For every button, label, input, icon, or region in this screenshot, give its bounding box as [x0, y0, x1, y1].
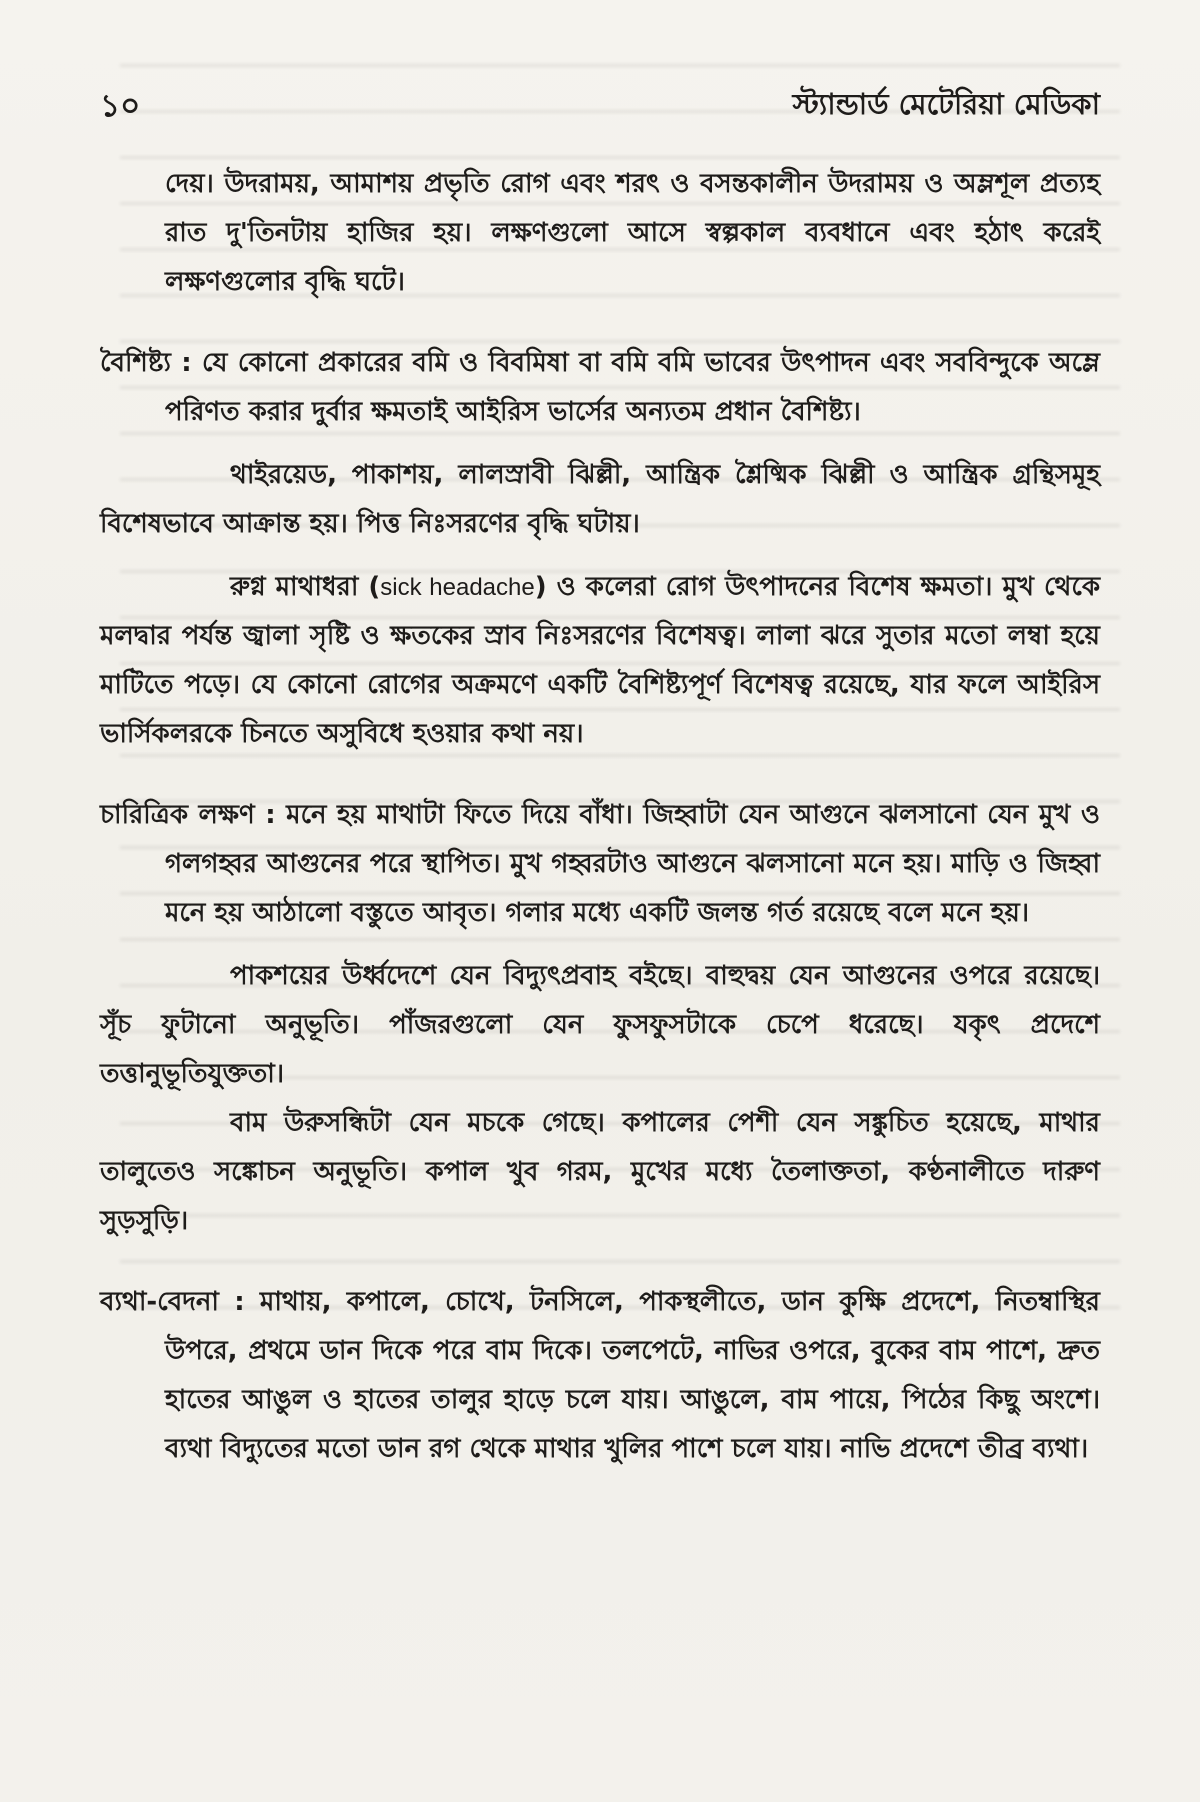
sick-headache-rest: ) ও কলেরা রোগ উৎপাদনের বিশেষ ক্ষমতা। মুখ থেকে মলদ্বার পর্যন্ত জ্বালা সৃষ্টি ও ক্ষতকের স্রাব নিঃসরণের বিশেষত্ব। লালা ঝরে সুতার মতো লম্বা হয়ে মাটিতে পড়ে। যে কোনো রোগের অক্রমণে একটি বৈশিষ্ট্যপূর্ণ বিশেষত্ব রয়েছে, যার ফলে আইরিস ভার্সিকলরকে চিনতে অসুবিধে হওয়ার কথা নয়। [100, 572, 1101, 749]
paragraph-glands: থাইরয়েড, পাকাশয়, লালস্রাবী ঝিল্লী, আন্ত্রিক শ্লৈষ্মিক ঝিল্লী ও আন্ত্রিক গ্রন্থিসমূহ বিশেষভাবে আক্রান্ত হয়। পিত্ত নিঃসরণের বৃদ্ধি ঘটায়। [100, 460, 1100, 539]
section-label-pain: ব্যথা-বেদনা : [100, 1287, 245, 1317]
paragraph-hip-joint: বাম উরুসন্ধিটা যেন মচকে গেছে। কপালের পেশী যেন সঙ্কুচিত হয়েছে, মাথার তালুতেও সঙ্কোচন অনুভূতি। কপাল খুব গরম, মুখের মধ্যে তৈলাক্ততা, কণ্ঠনালীতে দারুণ সুড়সুড়ি। [100, 1108, 1100, 1236]
sick-headache-lead: রুগ্ন মাথাধরা ( [230, 572, 381, 602]
page-body [100, 160, 1100, 1474]
paragraph-continuation: দেয়। উদরাময়, আমাশয় প্রভৃতি রোগ এবং শরৎ ও বসন্তকালীন উদরাময় ও অম্লশূল প্রত্যহ রাত দু'তিনটায় হাজির হয়। লক্ষণগুলো আসে স্বল্পকাল ব্যবধানে এবং হঠাৎ করেই লক্ষণগুলোর বৃদ্ধি ঘটে। [165, 169, 1100, 297]
latin-term: sick headache [380, 574, 535, 601]
section-label-characteristics: বৈশিষ্ট্য : [100, 348, 192, 378]
paragraph-characteristic-symptoms [100, 791, 1100, 938]
page-number: ১০ [100, 88, 141, 124]
page-header [100, 82, 1100, 132]
paragraph-characteristics [100, 339, 1100, 437]
paragraph-stomach: পাকশয়ের উর্ধ্বদেশে যেন বিদ্যুৎপ্রবাহ বইছে। বাহুদ্বয় যেন আগুনের ওপরে রয়েছে। সূঁচ ফুটানো অনুভূতি। পাঁজরগুলো যেন ফুসফুসটাকে চেপে ধরেছে। যকৃৎ প্রদেশে তত্তানুভূতিযুক্ততা। [100, 961, 1100, 1089]
running-title: স্ট্যান্ডার্ড মেটেরিয়া মেডিকা [792, 87, 1100, 121]
characteristics-text: যে কোনো প্রকারের বমি ও বিবমিষা বা বমি বমি ভাবের উৎপাদন এবং সববিন্দুকে অম্লে পরিণত করার দুর্বার ক্ষমতাই আইরিস ভার্সের অন্যতম প্রধান বৈশিষ্ট্য। [165, 348, 1100, 427]
pain-text: মাথায়, কপালে, চোখে, টনসিলে, পাকস্থলীতে, ডান কুক্ষি প্রদেশে, নিতম্বাস্থির উপরে, প্রথমে ডান দিকে পরে বাম দিকে। তলপেটে, নাভির ওপরে, বুকের বাম পাশে, দ্রুত হাতের আঙুল ও হাতের তালুর হাড়ে চলে যায়। আঙুলে, বাম পায়ে, পিঠের কিছু অংশে। ব্যথা বিদ্যুতের মতো ডান রগ থেকে মাথার খুলির পাশে চলে যায়। নাভি প্রদেশে তীব্র ব্যথা। [165, 1287, 1100, 1464]
characteristic-symptoms-text: মনে হয় মাথাটা ফিতে দিয়ে বাঁধা। জিহ্বাটা যেন আগুনে ঝলসানো যেন মুখ ও গলগহ্বর আগুনের পরে স্থাপিত। মুখ গহ্বরটাও আগুনে ঝলসানো মনে হয়। মাড়ি ও জিহ্বা মনে হয় আঠালো বস্তুতে আবৃত। গলার মধ্যে একটি জলন্ত গর্ত রয়েছে বলে মনে হয়। [165, 800, 1100, 928]
section-label-characteristic-symptoms: চারিত্রিক লক্ষণ : [100, 800, 276, 830]
paragraph-pain [100, 1278, 1100, 1474]
paragraph-sick-headache [100, 563, 1100, 759]
